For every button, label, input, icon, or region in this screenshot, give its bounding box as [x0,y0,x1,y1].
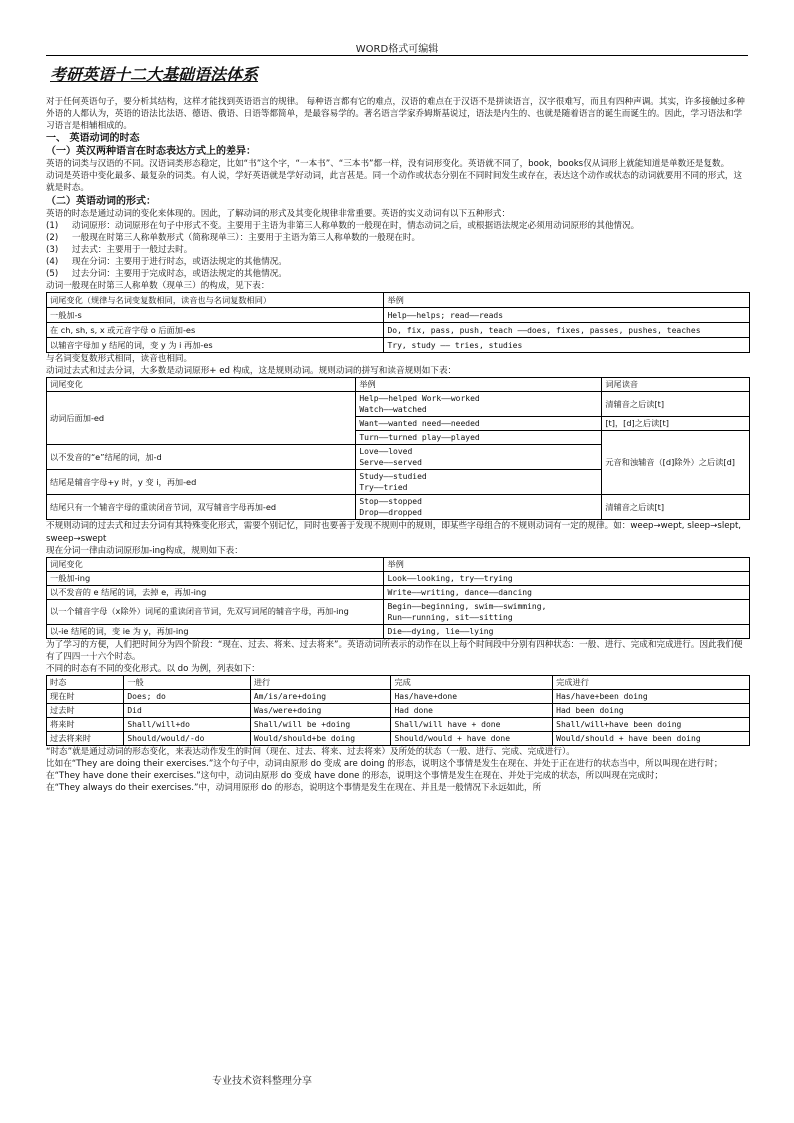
paragraph: 在“They have done their exercises.”这句中，动词由原形 do 变成 have done 的形态，说明这个事情是发生在现在、并处于完成的状态，所以叫现在完成时； [46,771,663,782]
table-cell: Help——helped Work——worked Watch——watched [356,392,602,417]
table-cell: Would/should + have been doing [553,731,750,745]
paragraph: 英语的词类与汉语的不同。汉语词类形态稳定，比如“书”这个字，“一本书”、“三本书”都一样，没有词形变化。英语就不同了，book，books仅从词形上就能知道是单数还是复数。 [46,159,730,170]
list-item [46,244,750,256]
table-cell: Has/have+been doing [553,689,750,703]
table-cell: 过去时 [47,703,124,717]
paragraph: 与名词变复数形式相同，读音也相同。 [46,354,193,365]
table-cell: Shall/will have + done [391,717,553,731]
table-cell: Shall/will+do [124,717,251,731]
table-header-cell: 完成进行 [553,675,750,689]
table-row [47,689,750,703]
table-header-cell: 词尾读音 [602,378,750,392]
table-row [47,308,750,323]
paragraph: 不同的时态有不同的变化形式。以 do 为例，列表如下： [46,663,260,674]
table-cell: Try, study —— tries, studies [384,338,750,353]
table-row [47,585,750,599]
table-cell: Would/should+be doing [250,731,391,745]
paragraph: 动词一般现在时第三人称单数（现单三）的构成，见下表： [46,281,270,292]
page-footer: 专业技术资料整理分享 [212,1076,312,1087]
list-number: (3) [46,244,59,255]
third-person-table [46,292,750,353]
table-cell: 一般加-ing [47,571,384,585]
list-item [46,268,750,280]
table-row [47,731,750,745]
table-cell: 结尾是辅音字母+y 时，y 变 i，再加-ed [47,470,356,495]
table-row [47,599,750,624]
table-header-cell: 进行 [250,675,391,689]
table-cell: Stop——stopped Drop——dropped [356,495,602,520]
table-cell: Does; do [124,689,251,703]
table-cell: 以不发音的“e”结尾的词，加-d [47,445,356,470]
list-item [46,232,750,244]
section-heading-1: 一、 英语动词的时态 [46,133,140,145]
table-cell: Should/would + have done [391,731,553,745]
table-cell: Die——dying, lie——lying [384,624,750,638]
table-row [47,495,750,520]
table-header-row [47,293,750,308]
document-body [46,96,750,794]
table-cell: Write——writing, dance——dancing [384,585,750,599]
list-text: 动词原形：动词原形在句子中形式不变。主要用于主语为非第三人称单数的一般现在时，情态动词之后，或根据语法规定必须用动词原形的其他情况。 [72,220,640,231]
table-row [47,571,750,585]
paragraph: 动词是英语中变化最多、最复杂的词类。有人说，学好英语就是学好动词，此言甚是。同一个动作或状态分别在不同时间发生或存在，表达这个动作或状态的动词就要用不同的形式，这就是时态。 [46,171,743,194]
table-header-cell: 时态 [47,675,124,689]
table-row [47,338,750,353]
paragraph: “时态”就是通过动词的形态变化，来表达动作发生的时间（现在、过去、将来、过去将来）及所处的状态（一般、进行、完成、完成进行）。 [46,746,575,757]
list-text: 一般现在时第三人称单数形式（简称现单三）：主要用于主语为第三人称单数的一般现在时。 [72,232,421,243]
table-cell: 元音和浊辅音（[d]除外）之后读[d] [602,431,750,495]
paragraph: 英语的时态是通过动词的变化来体现的。因此，了解动词的形式及其变化规律非常重要。英语的实义动词有以下五种形式： [46,208,511,219]
table-cell: 将来时 [47,717,124,731]
table-cell: Has/have+done [391,689,553,703]
table-cell: Shall/will+have been doing [553,717,750,731]
table-cell: Had done [391,703,553,717]
table-cell: 动词后面加-ed [47,392,356,445]
table-cell: Had been doing [553,703,750,717]
list-text: 现在分词：主要用于进行时态，或语法规定的其他情况。 [72,256,287,267]
table-row [47,624,750,638]
document-title: 考研英语十二大基础语法体系 [50,65,259,84]
table-header-cell: 一般 [124,675,251,689]
paragraph: 现在分词一律由动词原形加-ing构成，规则如下表： [46,545,243,556]
table-cell: Am/is/are+doing [250,689,391,703]
paragraph: 在“They always do their exercises.”中，动词用原形 do 的形态，说明这个事情是发生在现在、并且是一般情况下永远如此，所 [46,783,542,794]
list-item [46,220,750,232]
table-cell: 以一个辅音字母（x除外）词尾的重读闭音节词，先双写词尾的辅音字母，再加-ing [47,599,384,624]
list-item [46,256,750,268]
verb-forms-list [46,220,750,280]
page-header: WORD格式可编辑 [355,44,439,55]
table-cell: Help——helps; read——reads [384,308,750,323]
list-number: (2) [46,232,59,243]
list-text: 过去式：主要用于一般过去时。 [72,244,193,255]
present-participle-table [46,557,750,639]
table-cell: Should/would/-do [124,731,251,745]
table-header-cell: 词尾变化 [47,378,356,392]
table-header-cell: 词尾变化 [47,557,384,571]
table-cell: 清辅音之后读[t] [602,495,750,520]
table-cell: 以不发音的 e 结尾的词，去掉 e，再加-ing [47,585,384,599]
table-header-cell: 举例 [356,378,602,392]
past-tense-table [46,377,750,520]
paragraph: 不规则动词的过去式和过去分词有其特殊变化形式，需要个别记忆，同时也要善于发现不规则中的规则，即某些字母组合的不规则动词有一定的规律。如：weep→wept, sleep→slept, sweep→swept [46,521,742,544]
table-cell: 结尾只有一个辅音字母的重读闭音节词，双写辅音字母再加-ed [47,495,356,520]
table-cell: Shall/will be +doing [250,717,391,731]
table-cell: Do, fix, pass, push, teach ——does, fixes, passes, pushes, teaches [384,323,750,338]
table-cell: 以-ie 结尾的词，变 ie 为 y，再加-ing [47,624,384,638]
table-cell: 过去将来时 [47,731,124,745]
table-header-cell: 完成 [391,675,553,689]
list-number: (5) [46,269,59,280]
paragraph: 比如在“They are doing their exercises.”这个句子中，动词由原形 do 变成 are doing 的形态，说明这个事情是发生在现在、并处于正在进行的状态当中，所以叫现在进行时； [46,759,723,770]
list-number: (1) [46,220,59,231]
header-rule [46,55,748,56]
table-cell: Love——loved Serve——served [356,445,602,470]
table-row [47,392,750,417]
list-number: (4) [46,256,59,267]
table-cell: Turn——turned play——played [356,431,602,445]
table-cell: Did [124,703,251,717]
table-cell: 以辅音字母加 y 结尾的词，变 y 为 i 再加-es [47,338,384,353]
table-header-cell: 举例 [384,557,750,571]
table-header-row [47,378,750,392]
table-cell: Look——looking, try——trying [384,571,750,585]
table-header-cell: 举例 [384,293,750,308]
subsection-heading-2: （二）英语动词的形式： [46,195,156,207]
table-cell: Begin——beginning, swim——swimming, Run——running, sit——sitting [384,599,750,624]
intro-paragraph: 对于任何英语句子，要分析其结构，这样才能找到英语语言的规律。 每种语言都有它的难点，汉语的难点在于汉语不是拼读语言，汉字很难写，而且有四种声调。其实，许多接触过多种外语的人都认为，英语的语法比法语、德语、俄语、日语等都简单，是最容易学的。著名语言学家乔姆斯基说过，语法是内生的、也就是随着语言的诞生而诞生的。因此，学习语法和学习语言是相辅相成的。 [46,97,745,132]
table-cell: 在 ch, sh, s, x 或元音字母 o 后面加-es [47,323,384,338]
table-header-cell: 词尾变化（规律与名词变复数相同，读音也与名词复数相同） [47,293,384,308]
tense-table [46,675,750,746]
paragraph: 为了学习的方便，人们把时间分为四个阶段：“现在、过去、将来、过去将来”。英语动词所表示的动作在以上每个时间段中分别有四种状态：一般、进行、完成和完成进行。因此我们便有了四四一十六个时态。 [46,639,743,662]
table-cell: [t]，[d]之后读[t] [602,417,750,431]
table-row [47,717,750,731]
table-header-row [47,557,750,571]
table-header-row [47,675,750,689]
list-text: 过去分词：主要用于完成时态，或语法规定的其他情况。 [72,269,287,280]
table-cell: 现在时 [47,689,124,703]
table-row [47,323,750,338]
table-row [47,703,750,717]
paragraph: 动词过去式和过去分词，大多数是动词原形+ ed 构成，这是规则动词。规则动词的拼写和读音规则如下表： [46,366,457,377]
table-cell: 一般加-s [47,308,384,323]
table-cell: 清辅音之后读[t] [602,392,750,417]
table-cell: Was/were+doing [250,703,391,717]
table-cell: Study——studied Try——tried [356,470,602,495]
table-cell: Want——wanted need——needed [356,417,602,431]
subsection-heading-1: （一）英汉两种语言在时态表达方式上的差异： [46,146,256,158]
